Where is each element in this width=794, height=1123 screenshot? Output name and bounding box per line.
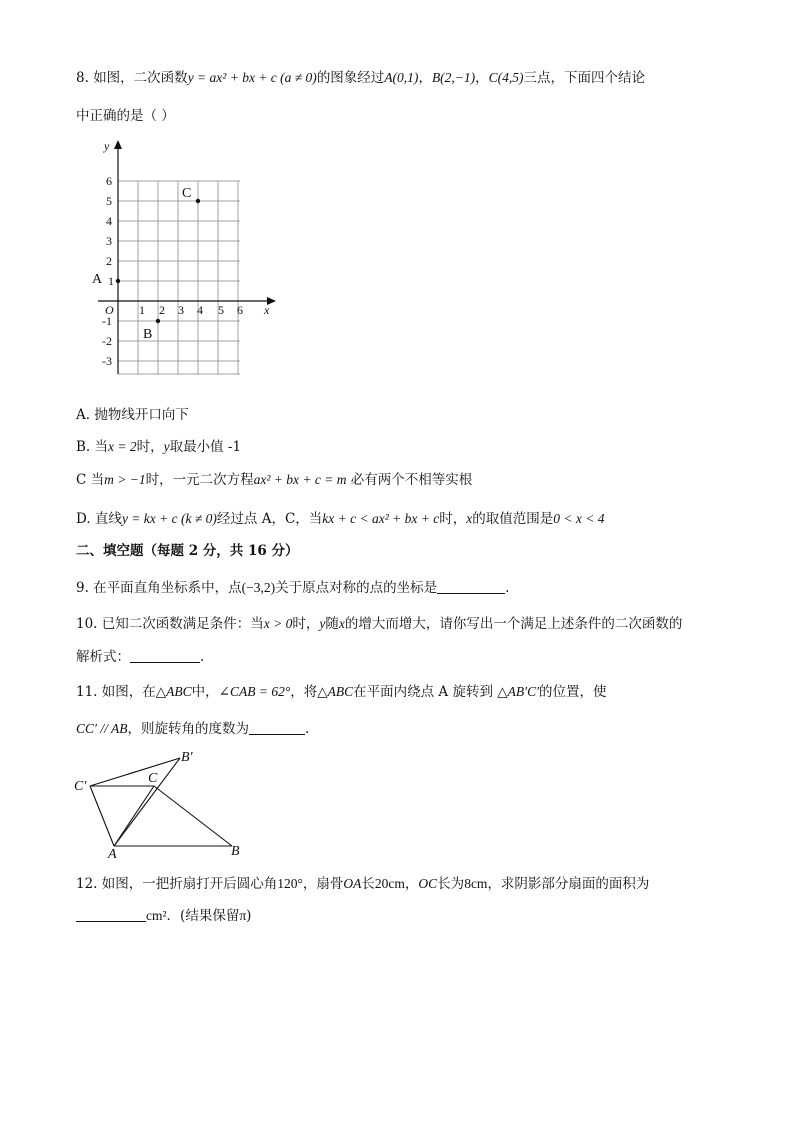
q11-line1: 11. 如图，在△ABC中，∠CAB = 62°，将△ABC在平面内绕点 A 旋转到 △AB′C′的位置，使 [76, 684, 607, 700]
y-tick: 2 [106, 254, 112, 268]
label-a: A [108, 847, 117, 860]
q11-answer-blank[interactable] [249, 720, 305, 735]
segment-a-bp [114, 758, 180, 846]
y-tick: 6 [106, 174, 112, 188]
label-bp: B′ [181, 750, 193, 765]
x-tick: 2 [159, 303, 165, 317]
q12-line1: 12. 如图，一把折扇打开后圆心角120°，扇骨OA长20cm，OC长为8cm，求阴影部分扇面的面积为 [76, 876, 650, 892]
x-tick: 4 [197, 303, 203, 317]
segment-a-cp [90, 786, 114, 846]
x-tick: 1 [139, 303, 145, 317]
label-b: B [231, 844, 240, 859]
y-tick: 4 [106, 214, 112, 228]
segment-c-b [154, 786, 232, 846]
segment-a-c [114, 786, 154, 846]
point-a: A(0,1) [384, 70, 419, 85]
y-axis-arrow [114, 140, 122, 149]
label-cp: C′ [74, 779, 87, 794]
q8-option-d: D. 直线y = kx + c (k ≠ 0)经过点 A，C，当kx + c < ax² + bx + c时，x的取值范围是0 < x < 4 [76, 511, 605, 527]
point-a-dot [116, 279, 120, 283]
graph-grid [118, 181, 240, 374]
point-c-label: C [182, 186, 192, 201]
y-tick: 5 [106, 194, 112, 208]
q8-option-c: C 当m > −1时，一元二次方程ax² + bx + c = m 必有两个不相等实根 [76, 472, 473, 488]
q11-line2: CC′ // AB，则旋转角的度数为 . [76, 721, 310, 737]
y-tick: -1 [102, 314, 112, 328]
point-b-label: B [143, 327, 153, 342]
q8-option-a: A. 抛物线开口向下 [76, 407, 189, 423]
q10-answer-blank[interactable] [130, 648, 200, 663]
y-tick: 3 [106, 234, 112, 248]
q8-number: 8. [76, 70, 89, 86]
y-tick: 1 [108, 274, 114, 288]
q10-line2: 解析式： . [76, 649, 205, 665]
x-tick: 3 [178, 303, 184, 317]
point-b-dot [156, 319, 160, 323]
x-axis-label: x [264, 303, 270, 317]
q12-line2: cm²．(结果保留π) [76, 906, 734, 926]
x-tick: 5 [218, 303, 224, 317]
point-c-dot [196, 199, 200, 203]
label-c: C [148, 771, 158, 786]
q11-rotation-figure [74, 746, 254, 860]
q9-answer-blank[interactable] [437, 579, 505, 594]
y-tick: -2 [102, 334, 112, 348]
segment-cp-bp [90, 758, 180, 786]
q9: 9. 在平面直角坐标系中，点(−3,2)关于原点对称的点的坐标是 . [76, 580, 510, 596]
q8-option-b: B. 当x = 2时，y取最小值 -1 [76, 439, 242, 455]
origin-label: O [105, 303, 114, 317]
section-2-heading: 二、填空题（每题 2 分，共 16 分） [76, 543, 299, 559]
q8-line2: 中正确的是（ ） [76, 108, 175, 124]
point-b: B(2,−1) [431, 70, 476, 85]
q12-answer-blank[interactable] [76, 907, 146, 922]
q8-coordinate-graph [84, 136, 284, 382]
q8-line1: 8. 如图，二次函数y = ax² + bx + c (a ≠ 0)的图象经过A(0,1)，B(2,−1)，C(4,5)三点，下面四个结论 [76, 70, 646, 86]
y-axis-label: y [104, 139, 110, 153]
x-tick: 6 [237, 303, 243, 317]
q10-line1: 10. 已知二次函数满足条件：当x > 0时，y随x的增大而增大，请你写出一个满足上述条件的二次函数的 [76, 616, 683, 632]
y-tick: -3 [102, 354, 112, 368]
point-c: C(4,5) [488, 70, 524, 85]
point-a-label: A [92, 272, 103, 287]
q8-function: y = ax² + bx + c (a ≠ 0) [187, 70, 317, 85]
